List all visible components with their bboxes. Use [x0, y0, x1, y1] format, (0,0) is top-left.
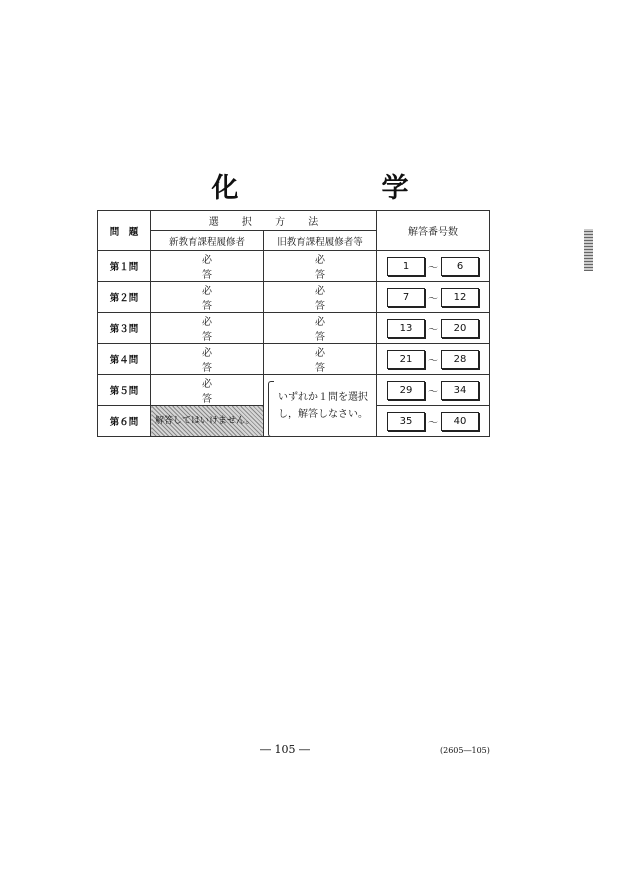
answer-range: [377, 282, 490, 313]
question-label: 第１問: [98, 251, 151, 282]
question-selection-table: [97, 210, 490, 437]
answer-from: 1: [387, 257, 425, 276]
range-tilde: ～: [428, 417, 438, 429]
choice-instruction: [264, 375, 377, 437]
header-answer-numbers: 解答番号数: [377, 211, 490, 251]
table-row: [98, 282, 490, 313]
answer-range: [377, 375, 490, 406]
answer-range: [377, 406, 490, 437]
question-label: 第２問: [98, 282, 151, 313]
required-new: 必 答: [151, 282, 264, 313]
answer-range: [377, 251, 490, 282]
required-old: 必 答: [264, 282, 377, 313]
table-row: [98, 313, 490, 344]
required-old: 必 答: [264, 251, 377, 282]
choice-text: いずれか１問を選択し，解答しなさい。: [278, 391, 368, 420]
answer-from: 35: [387, 412, 425, 431]
answer-to: 40: [441, 412, 479, 431]
range-tilde: ～: [428, 293, 438, 305]
header-selection: 選 択 方 法: [151, 211, 377, 231]
range-tilde: ～: [428, 386, 438, 398]
answer-from: 21: [387, 350, 425, 369]
answer-to: 28: [441, 350, 479, 369]
table-row: [98, 251, 490, 282]
table-row: [98, 375, 490, 406]
question-label: 第３問: [98, 313, 151, 344]
answer-to: 20: [441, 319, 479, 338]
answer-from: 29: [387, 381, 425, 400]
range-tilde: ～: [428, 262, 438, 274]
answer-from: 7: [387, 288, 425, 307]
header-new-curriculum: 新教育課程履修者: [151, 231, 264, 251]
required-new: 必 答: [151, 313, 264, 344]
required-new: 必 答: [151, 251, 264, 282]
required-old: 必 答: [264, 313, 377, 344]
header-question: 問 題: [98, 211, 151, 251]
answer-to: 12: [441, 288, 479, 307]
answer-range: [377, 344, 490, 375]
margin-mark: [584, 229, 593, 271]
header-old-curriculum: 旧教育課程履修者等: [264, 231, 377, 251]
question-label: 第６問: [98, 406, 151, 437]
answer-from: 13: [387, 319, 425, 338]
not-allowed-cell: 解答してはいけません。: [151, 406, 264, 437]
required-new: 必 答: [151, 344, 264, 375]
page-title: 化 学: [211, 173, 467, 204]
answer-to: 6: [441, 257, 479, 276]
question-label: 第５問: [98, 375, 151, 406]
required-new: 必 答: [151, 375, 264, 406]
range-tilde: ～: [428, 324, 438, 336]
table-row: [98, 344, 490, 375]
document-code: (2605―105): [440, 746, 490, 755]
answer-to: 34: [441, 381, 479, 400]
page-number: ― 105 ―: [260, 743, 310, 756]
required-old: 必 答: [264, 344, 377, 375]
answer-range: [377, 313, 490, 344]
range-tilde: ～: [428, 355, 438, 367]
brace-mark: [268, 381, 274, 437]
question-label: 第４問: [98, 344, 151, 375]
